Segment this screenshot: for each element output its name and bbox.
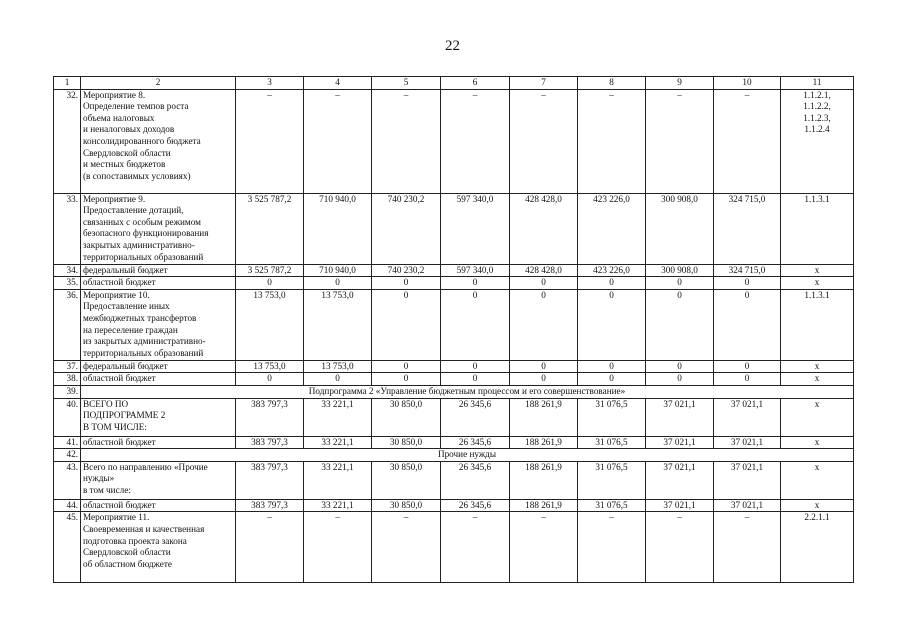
table-row [54,398,854,436]
target-code-cell [781,373,854,386]
value-cell: 31 076,5 [578,499,646,512]
value-cell: 0 [441,277,510,290]
row-name-line: областной бюджет [83,499,156,510]
row-number: 35. [54,277,81,290]
value-cell: 31 076,5 [578,436,646,449]
row-name-line: федеральный бюджет [83,360,168,371]
row-name [81,512,236,583]
target-code: х [814,436,820,447]
value-cell: 30 850,0 [372,461,441,499]
row-number: 41. [54,436,81,449]
row-name-line: Всего по направлению «Прочие [83,461,208,472]
value-cell: 0 [441,289,510,360]
row-number: 40. [54,398,81,436]
value-cell: 33 221,1 [304,499,372,512]
value-cell: 383 797,3 [236,499,304,512]
row-name-line: ПОДПРОГРАММЕ 2 [83,410,166,421]
target-code: 1.1.2.2, [803,101,831,112]
value-cell: – [578,89,646,193]
row-name-line: Мероприятие 11. [83,512,150,523]
target-code-cell [781,461,854,499]
table-row [54,373,854,386]
target-code: х [814,373,820,384]
row-name-line: Мероприятие 10. [83,289,150,300]
value-cell: 300 908,0 [646,193,714,264]
value-cell: 188 261,9 [510,436,578,449]
value-cell: 710 940,0 [304,264,372,277]
value-cell: – [236,512,304,583]
row-name-line: областной бюджет [83,436,156,447]
row-name-line: объема налоговых [83,112,155,123]
value-cell: 0 [304,277,372,290]
table-row [54,277,854,290]
section-heading: Прочие нужды [81,449,854,462]
value-cell: 428 428,0 [510,264,578,277]
value-cell: 324 715,0 [714,193,781,264]
row-name-line: из закрытых административно- [83,336,206,347]
target-code: х [814,499,820,510]
budget-table [53,76,854,583]
value-cell: 26 345,6 [441,461,510,499]
target-code: 2.2.1.1 [804,512,830,523]
column-header: 9 [646,77,714,90]
column-header: 10 [714,77,781,90]
value-cell: – [510,512,578,583]
value-cell: 13 753,0 [304,360,372,373]
row-number: 45. [54,512,81,583]
row-name-line: территориальных образований [83,251,204,262]
value-cell: 37 021,1 [714,398,781,436]
table-row [54,385,854,398]
row-name-line: нужды» [83,473,115,484]
target-code: х [814,360,820,371]
value-cell: 0 [372,289,441,360]
value-cell: 0 [714,360,781,373]
target-code: 1.1.2.3, [803,112,831,123]
row-name [81,398,236,436]
value-cell: 0 [441,373,510,386]
value-cell: 0 [510,373,578,386]
value-cell: 383 797,3 [236,398,304,436]
value-cell: 740 230,2 [372,193,441,264]
row-name [81,360,236,373]
row-name [81,193,236,264]
value-cell: 0 [372,360,441,373]
value-cell: 30 850,0 [372,436,441,449]
value-cell: 0 [372,277,441,290]
value-cell: 37 021,1 [714,461,781,499]
table-row [54,512,854,583]
target-code: 1.1.2.1, [803,89,831,100]
table-row [54,449,854,462]
table-row [54,193,854,264]
row-number: 44. [54,499,81,512]
value-cell: – [714,89,781,193]
column-header: 2 [81,77,236,90]
column-header: 8 [578,77,646,90]
row-name-line: консолидированного бюджета [83,135,201,146]
value-cell: 31 076,5 [578,461,646,499]
value-cell: – [372,89,441,193]
value-cell: 597 340,0 [441,193,510,264]
row-name-line: и местных бюджетов [83,159,166,170]
value-cell: 0 [236,373,304,386]
value-cell: 30 850,0 [372,499,441,512]
row-name-line: областной бюджет [83,277,156,288]
value-cell: 383 797,3 [236,461,304,499]
value-cell: 300 908,0 [646,264,714,277]
target-code-cell [781,499,854,512]
row-name-line: закрытых административно- [83,239,195,250]
value-cell: 740 230,2 [372,264,441,277]
row-number: 36. [54,289,81,360]
row-name-line: Свердловской области [83,547,171,558]
value-cell: – [441,512,510,583]
target-code-cell [781,398,854,436]
row-name [81,373,236,386]
value-cell: – [646,512,714,583]
value-cell: – [441,89,510,193]
row-name-line: на переселение граждан [83,324,178,335]
value-cell: 0 [714,289,781,360]
table-row [54,289,854,360]
row-name-line: в том числе: [83,484,131,495]
column-header: 4 [304,77,372,90]
target-code-cell [781,436,854,449]
row-name-line: В ТОМ ЧИСЛЕ: [83,421,147,432]
column-header: 5 [372,77,441,90]
page-number: 22 [445,38,460,54]
value-cell: 33 221,1 [304,461,372,499]
row-name-line: Своевременная и качественная [83,523,205,534]
value-cell: 0 [304,373,372,386]
value-cell: 383 797,3 [236,436,304,449]
value-cell: 0 [441,360,510,373]
value-cell: 26 345,6 [441,499,510,512]
target-code: х [814,277,820,288]
target-code-cell [781,512,854,583]
value-cell: 0 [578,277,646,290]
row-name-line: федеральный бюджет [83,264,168,275]
table-row [54,89,854,193]
target-code-cell [781,289,854,360]
column-header: 1 [54,77,81,90]
target-code-cell [781,360,854,373]
row-name-line: Мероприятие 8. [83,89,146,100]
value-cell: – [578,512,646,583]
row-name-line: межбюджетных трансфертов [83,312,197,323]
value-cell: 37 021,1 [646,436,714,449]
value-cell: 3 525 787,2 [236,193,304,264]
value-cell: 710 940,0 [304,193,372,264]
column-header: 7 [510,77,578,90]
row-name [81,264,236,277]
row-number: 33. [54,193,81,264]
value-cell: – [714,512,781,583]
target-code: 1.1.3.1 [804,289,830,300]
target-code-cell [781,277,854,290]
value-cell: 0 [714,277,781,290]
table-row [54,360,854,373]
row-name-line: Предоставление иных [83,301,170,312]
section-heading: Подпрограмма 2 «Управление бюджетным процессом и его совершенствование» [81,385,854,398]
row-name-line: территориальных образований [83,347,204,358]
value-cell: 26 345,6 [441,398,510,436]
value-cell: – [510,89,578,193]
row-name-line: ВСЕГО ПО [83,398,129,409]
column-header: 6 [441,77,510,90]
row-name-line: Мероприятие 9. [83,193,146,204]
value-cell: 37 021,1 [646,461,714,499]
target-code-cell [781,193,854,264]
row-name [81,499,236,512]
row-name-line: Определение темпов роста [83,101,189,112]
value-cell: 13 753,0 [304,289,372,360]
value-cell: 423 226,0 [578,264,646,277]
row-name-line: и неналоговых доходов [83,124,175,135]
row-name [81,277,236,290]
target-code: х [814,461,820,472]
row-name-line: Предоставление дотаций, [83,205,184,216]
value-cell: 37 021,1 [646,499,714,512]
row-number: 38. [54,373,81,386]
value-cell: 0 [510,277,578,290]
table-header-row [54,77,854,90]
row-name [81,461,236,499]
value-cell: 0 [646,373,714,386]
value-cell: 13 753,0 [236,360,304,373]
row-name-line: связанных с особым режимом [83,216,201,227]
table-row [54,461,854,499]
column-header: 11 [781,77,854,90]
value-cell: 597 340,0 [441,264,510,277]
value-cell: 0 [510,360,578,373]
row-name-line: областной бюджет [83,373,156,384]
value-cell: 324 715,0 [714,264,781,277]
value-cell: 30 850,0 [372,398,441,436]
row-name-line: подготовка проекта закона [83,535,187,546]
row-name-line: об областном бюджете [83,558,172,569]
value-cell: 188 261,9 [510,461,578,499]
value-cell: 37 021,1 [714,436,781,449]
value-cell: 0 [714,373,781,386]
value-cell: 0 [646,277,714,290]
column-header: 3 [236,77,304,90]
row-number: 32. [54,89,81,193]
row-number: 37. [54,360,81,373]
value-cell: 0 [646,360,714,373]
target-code: х [814,398,820,409]
value-cell: 188 261,9 [510,499,578,512]
table-row [54,264,854,277]
row-name-line: Свердловской области [83,147,171,158]
value-cell: 37 021,1 [714,499,781,512]
value-cell: 0 [646,289,714,360]
row-number: 39. [54,385,81,398]
value-cell: 13 753,0 [236,289,304,360]
value-cell: – [304,512,372,583]
value-cell: 37 021,1 [646,398,714,436]
target-code: 1.1.3.1 [804,193,830,204]
value-cell: 0 [578,289,646,360]
row-name [81,436,236,449]
value-cell: 0 [578,360,646,373]
value-cell: 33 221,1 [304,436,372,449]
value-cell: 26 345,6 [441,436,510,449]
value-cell: 188 261,9 [510,398,578,436]
table-row [54,499,854,512]
value-cell: – [646,89,714,193]
value-cell: 428 428,0 [510,193,578,264]
value-cell: 423 226,0 [578,193,646,264]
table-row [54,436,854,449]
value-cell: 33 221,1 [304,398,372,436]
value-cell: 0 [236,277,304,290]
target-code: 1.1.2.4 [804,124,830,135]
value-cell: 0 [578,373,646,386]
target-code-cell [781,89,854,193]
row-name [81,289,236,360]
row-number: 42. [54,449,81,462]
value-cell: 0 [372,373,441,386]
row-name [81,89,236,193]
value-cell: 31 076,5 [578,398,646,436]
value-cell: 0 [510,289,578,360]
value-cell: 3 525 787,2 [236,264,304,277]
target-code: х [814,264,820,275]
target-code-cell [781,264,854,277]
row-number: 43. [54,461,81,499]
row-name-line: (в сопоставимых условиях) [83,170,191,181]
row-name-line: безопасного функционирования [83,228,209,239]
row-number: 34. [54,264,81,277]
value-cell: – [372,512,441,583]
value-cell: – [304,89,372,193]
value-cell: – [236,89,304,193]
